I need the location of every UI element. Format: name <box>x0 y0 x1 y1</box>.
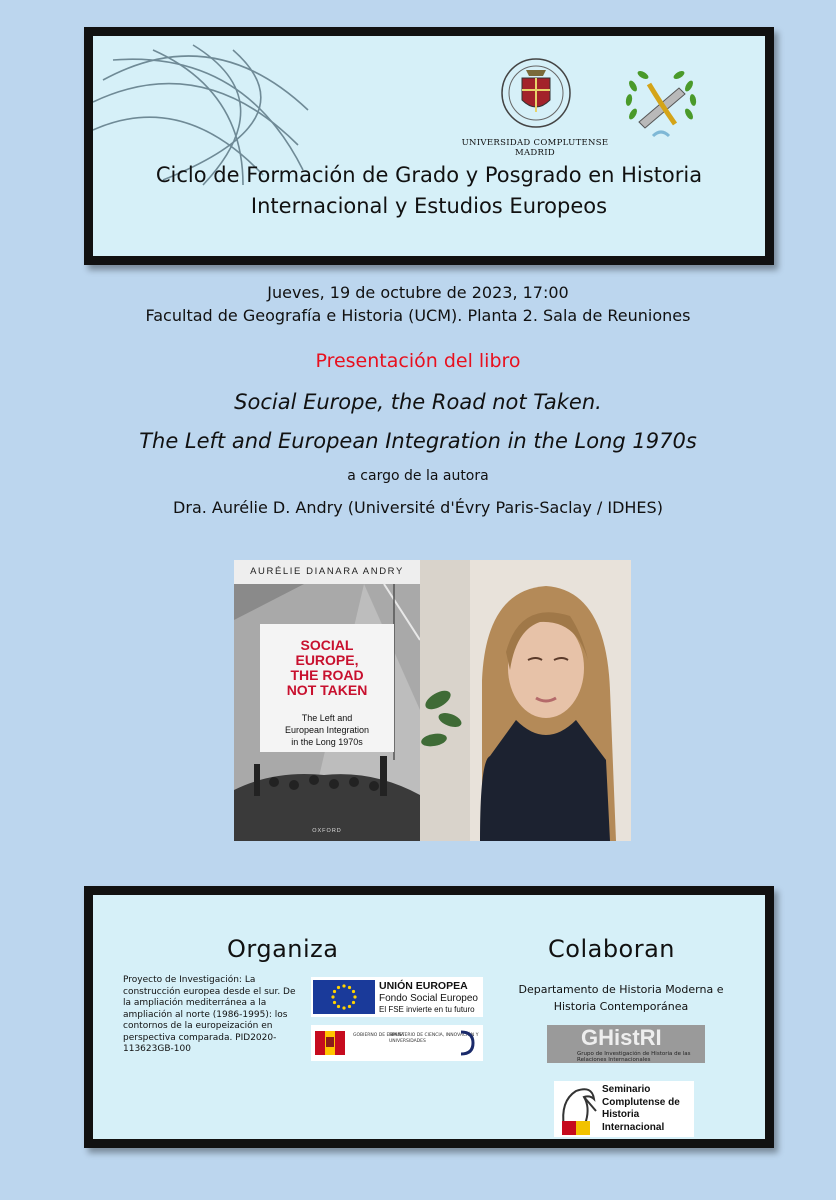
cover-subtitle-line: The Left and <box>301 713 353 723</box>
event-by-line: a cargo de la autora <box>347 468 489 484</box>
seminario-line: Complutense de <box>602 1096 680 1108</box>
university-name <box>455 138 615 158</box>
eu-flag-icon <box>313 980 375 1014</box>
cover-title <box>260 638 394 698</box>
seminario-logo-text <box>602 1084 694 1134</box>
book-title-line2: The Left and European Integration in the Long 1970s <box>139 429 697 453</box>
cover-title-line: NOT TAKEN <box>286 682 368 698</box>
header-panel <box>84 27 774 265</box>
footer-panel <box>84 886 774 1148</box>
seminario-logo <box>554 1081 694 1137</box>
event-author: Dra. Aurélie D. Andry (Université d'Évry Paris-Saclay / IDHES) <box>173 498 663 517</box>
university-name-line1: UNIVERSIDAD COMPLUTENSE <box>461 138 609 148</box>
author-photo <box>420 560 631 841</box>
gobierno-logo-line1: GOBIERNO DE ESPAÑA <box>353 1033 405 1038</box>
project-description: Proyecto de Investigación: La construcción europea desde el sur. De la ampliación mediterránea a la ampliación al norte (1986-1995): los contornos de la europeización en perspectiva comparada. PID2020-113623GB-100 <box>123 975 296 1054</box>
seminario-line: Historia <box>602 1109 640 1120</box>
gobierno-logo <box>311 1025 483 1061</box>
cover-title-line: EUROPE, <box>295 652 359 668</box>
event-date-time: Jueves, 19 de octubre de 2023, 17:00 <box>267 283 569 302</box>
seminario-line: Seminario <box>602 1084 651 1095</box>
eu-logo <box>311 977 483 1017</box>
ghistri-logo <box>547 1025 705 1063</box>
laurel-wreath-icon <box>619 64 703 148</box>
organiza-heading: Organiza <box>227 935 339 963</box>
event-location: Facultad de Geografía e Historia (UCM). Planta 2. Sala de Reuniones <box>145 306 691 325</box>
spain-crest-icon <box>313 1025 353 1061</box>
cover-publisher: OXFORD <box>312 828 342 834</box>
cover-subtitle-line: in the Long 1970s <box>291 737 363 747</box>
book-title-line1: Social Europe, the Road not Taken. <box>234 390 602 414</box>
cycle-title-line1: Ciclo de Formación de Grado y Posgrado en Historia <box>155 163 703 187</box>
department-line2: Historia Contemporánea <box>553 1000 689 1013</box>
event-heading: Presentación del libro <box>315 350 521 372</box>
cycle-title-line2: Internacional y Estudios Europeos <box>250 194 608 218</box>
ucm-crest-icon <box>498 52 574 134</box>
university-name-line2: MADRID <box>514 148 556 158</box>
gobierno-logo-line2: MINISTERIO DE CIENCIA, INNOVACIÓN Y UNIVERSIDADES <box>389 1033 479 1044</box>
cover-author: AURÉLIE DIANARA ANDRY <box>250 566 404 577</box>
colaboran-heading: Colaboran <box>548 935 676 963</box>
pelican-emblem-icon <box>556 1081 600 1137</box>
eu-logo-line3: El FSE invierte en tu futuro <box>379 1005 475 1014</box>
cover-title-line: SOCIAL <box>300 637 354 653</box>
seminario-line: Internacional <box>602 1121 665 1133</box>
ghistri-logo-subtext: Grupo de Investigación de Historia de las Relaciones Internacionales <box>577 1051 691 1063</box>
department-name <box>501 981 741 1015</box>
aei-logo-icon <box>457 1028 477 1058</box>
department-line1: Departamento de Historia Moderna e <box>518 983 724 996</box>
eu-logo-line1: UNIÓN EUROPEA <box>379 980 468 992</box>
cover-subtitle-line: European Integration <box>284 725 370 735</box>
book-cover-image <box>234 560 420 841</box>
cover-title-line: THE ROAD <box>290 667 364 683</box>
cover-subtitle <box>260 712 394 748</box>
author-portrait <box>420 560 631 841</box>
cycle-title <box>93 160 765 222</box>
book-cover-photo <box>234 560 420 841</box>
eu-logo-line2: Fondo Social Europeo <box>379 993 478 1004</box>
ghistri-logo-text: GHistRI <box>581 1025 662 1050</box>
